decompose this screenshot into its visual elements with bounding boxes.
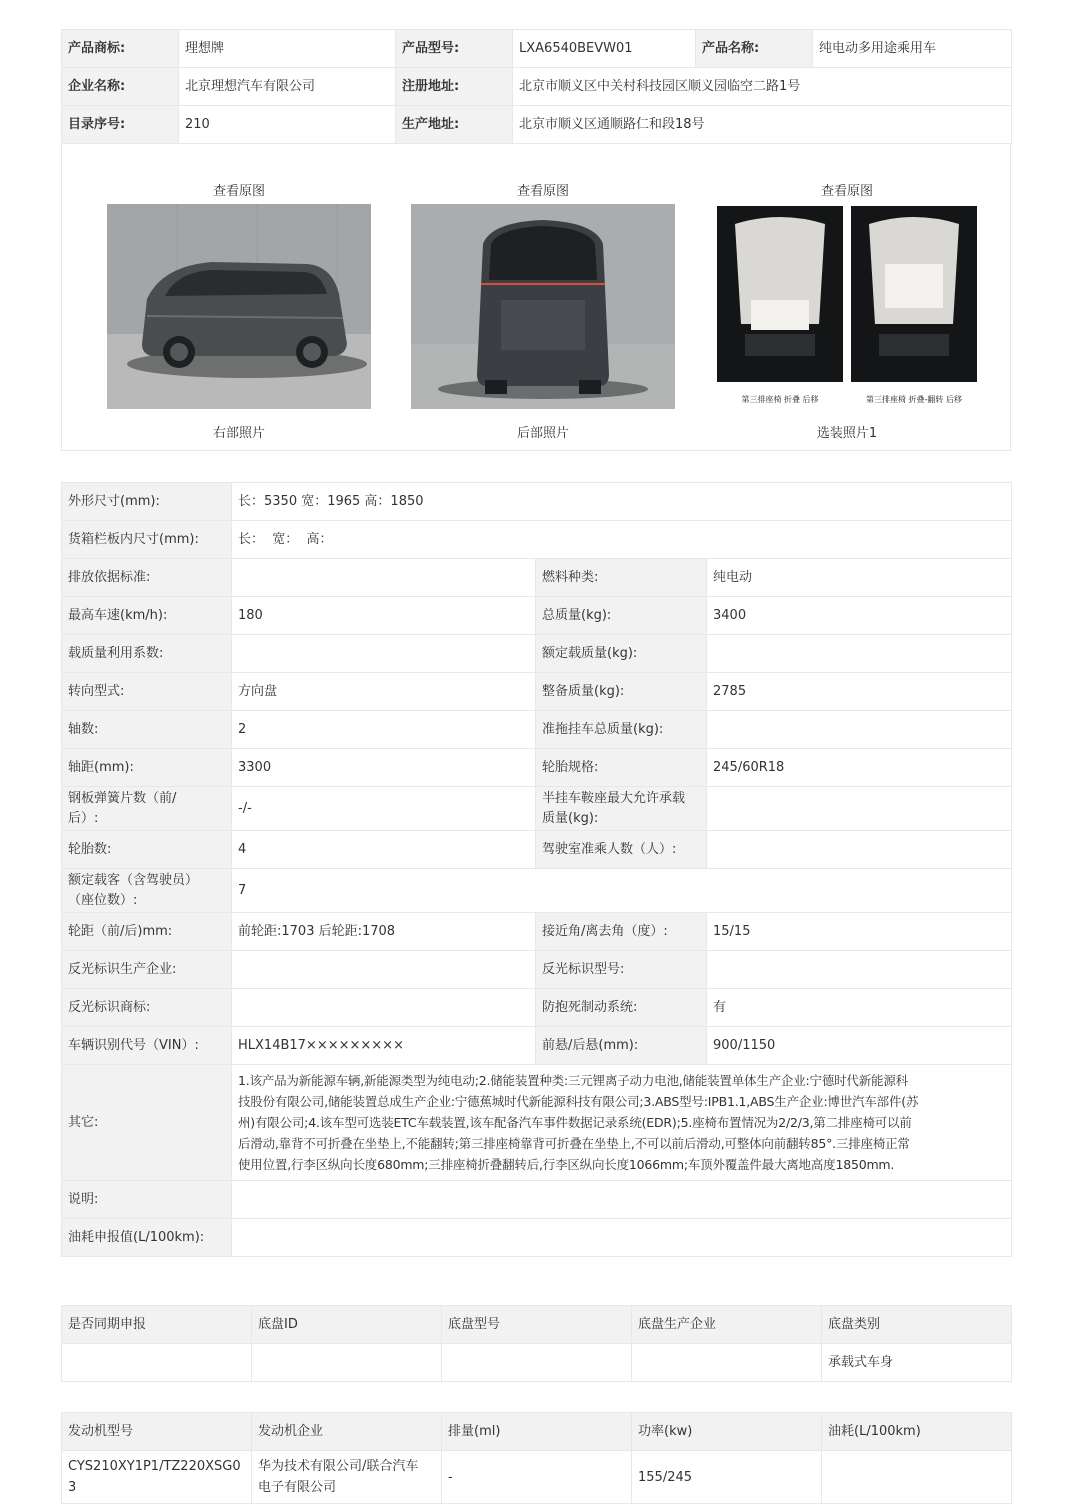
engine-model-line-2: 3: [68, 1480, 77, 1495]
total-mass-label: 总质量(kg):: [536, 597, 707, 635]
chassis-cell-type: 承载式车身: [822, 1344, 1012, 1382]
abs-value: 有: [707, 989, 1012, 1027]
wheelbase-value: 3300: [232, 749, 536, 787]
catalog-label: 目录序号:: [62, 106, 179, 144]
curb-label: 整备质量(kg):: [536, 673, 707, 711]
seats-value: 7: [232, 869, 1012, 913]
engine-cell-displacement: -: [442, 1451, 632, 1504]
engine-model-line-1: CYS210XY1P1/TZ220XSG0: [68, 1459, 241, 1474]
angle-value: 15/15: [707, 913, 1012, 951]
reg-addr-label: 注册地址:: [396, 68, 513, 106]
refl-maker-label: 反光标识生产企业:: [62, 951, 232, 989]
util-value: [232, 635, 536, 673]
chassis-header-same-period: 是否同期申报: [62, 1306, 252, 1344]
name-value: 纯电动多用途乘用车: [813, 30, 1012, 68]
curb-value: 2785: [707, 673, 1012, 711]
speed-value: 180: [232, 597, 536, 635]
vin-value: HLX14B17×××××××××: [232, 1027, 536, 1065]
catalog-value: 210: [179, 106, 396, 144]
engine-header-fuel: 油耗(L/100km): [822, 1413, 1012, 1451]
company-label: 企业名称:: [62, 68, 179, 106]
chassis-table: [61, 1305, 1012, 1382]
note-value: [232, 1181, 1012, 1219]
right-side-photo[interactable]: [107, 204, 371, 409]
prod-addr-label: 生产地址:: [396, 106, 513, 144]
rated-load-value: [707, 635, 1012, 673]
engine-cell-maker: [252, 1451, 442, 1504]
reg-addr-value: 北京市顺义区中关村科技园区顺义园临空二路1号: [513, 68, 1012, 106]
cargo-label: 货箱栏板内尺寸(mm):: [62, 521, 232, 559]
engine-maker-line-1: 华为技术有限公司/联合汽车: [258, 1459, 419, 1474]
rated-load-label: 额定载质量(kg):: [536, 635, 707, 673]
refl-brand-label: 反光标识商标:: [62, 989, 232, 1027]
total-mass-value: 3400: [707, 597, 1012, 635]
tire-spec-value: 245/60R18: [707, 749, 1012, 787]
brand-label: 产品商标:: [62, 30, 179, 68]
overhang-label: 前悬/后悬(mm):: [536, 1027, 707, 1065]
spring-label: [62, 787, 232, 831]
other-line: 使用位置,行李区纵向长度680mm;三排座椅折叠翻转后,行李区纵向长度1066mm;车顶外覆盖件最大离地高度1850mm.: [238, 1157, 895, 1172]
overhang-value: 900/1150: [707, 1027, 1012, 1065]
other-line: 1.该产品为新能源车辆,新能源类型为纯电动;2.储能装置种类:三元锂离子动力电池,储能装置单体生产企业:宁德时代新能源科: [238, 1073, 908, 1088]
engine-cell-power: 155/245: [632, 1451, 822, 1504]
cargo-value: 长： 宽： 高：: [232, 521, 1012, 559]
track-label: 轮距（前/后)mm:: [62, 913, 232, 951]
view-original-link[interactable]: 查看原图: [516, 184, 569, 199]
model-value: LXA6540BEVW01: [513, 30, 696, 68]
refl-model-value: [707, 951, 1012, 989]
engine-header-displacement: 排量(ml): [442, 1413, 632, 1451]
engine-maker-line-2: 电子有限公司: [258, 1480, 337, 1495]
chassis-header-maker: 底盘生产企业: [632, 1306, 822, 1344]
name-label: 产品名称:: [696, 30, 813, 68]
optional-sub-left: 第三排座椅 折叠 后移: [741, 395, 819, 404]
steering-label: 转向型式:: [62, 673, 232, 711]
photo-caption: 选装照片1: [816, 426, 878, 441]
consumption-value: [232, 1219, 1012, 1257]
wheelbase-label: 轴距(mm):: [62, 749, 232, 787]
other-line: 后滑动,靠背不可折叠在坐垫上,不能翻转;第三排座椅靠背可折叠在坐垫上,不可以前后滑动,可整体向前翻转85°.三排座椅正常: [238, 1136, 910, 1151]
chassis-header-model: 底盘型号: [442, 1306, 632, 1344]
engine-header-maker: 发动机企业: [252, 1413, 442, 1451]
cab-value: [707, 831, 1012, 869]
spring-label-line-2: 后）:: [68, 810, 99, 826]
util-label: 载质量利用系数:: [62, 635, 232, 673]
note-label: 说明:: [62, 1181, 232, 1219]
tires-label: 轮胎数:: [62, 831, 232, 869]
chassis-cell-id: [252, 1344, 442, 1382]
engine-table: [61, 1412, 1012, 1504]
optional-sub-right: 第三排座椅 折叠-翻转 后移: [866, 395, 962, 404]
engine-cell-model: [62, 1451, 252, 1504]
seats-label-line-1: 额定载客（含驾驶员）: [68, 872, 199, 888]
steering-value: 方向盘: [232, 673, 536, 711]
other-line: 州)有限公司;4.该车型可选装ETC车载装置,该车配备汽车事件数据记录系统(EDR);5.座椅布置情况为2/2/3,第二排座椅可以前: [238, 1115, 912, 1130]
spring-label-line-1: 钢板弹簧片数（前/: [68, 790, 177, 806]
vin-label: 车辆识别代号（VIN）:: [62, 1027, 232, 1065]
axles-label: 轴数:: [62, 711, 232, 749]
cab-label: 驾驶室准乘人数（人）:: [536, 831, 707, 869]
chassis-header-type: 底盘类别: [822, 1306, 1012, 1344]
view-original-link[interactable]: 查看原图: [820, 184, 873, 199]
product-info-table: [61, 29, 1012, 144]
other-line: 技股份有限公司,储能装置总成生产企业:宁德蕉城时代新能源科技有限公司;3.ABS型号:IPB1.1,ABS生产企业:博世汽车部件(苏: [238, 1094, 919, 1109]
saddle-label-line-1: 半挂车鞍座最大允许承载: [542, 790, 686, 806]
dims-label: 外形尺寸(mm):: [62, 483, 232, 521]
rear-photo[interactable]: [411, 204, 675, 409]
seats-label-line-2: （座位数）:: [68, 892, 138, 908]
other-value: [232, 1065, 1012, 1181]
chassis-header-id: 底盘ID: [252, 1306, 442, 1344]
company-value: 北京理想汽车有限公司: [179, 68, 396, 106]
engine-header-model: 发动机型号: [62, 1413, 252, 1451]
abs-label: 防抱死制动系统:: [536, 989, 707, 1027]
photo-caption: 右部照片: [212, 426, 265, 441]
saddle-label: [536, 787, 707, 831]
prod-addr-value: 北京市顺义区通顺路仁和段18号: [513, 106, 1012, 144]
spring-value: -/-: [232, 787, 536, 831]
seats-label: [62, 869, 232, 913]
fuel-label: 燃料种类:: [536, 559, 707, 597]
emission-value: [232, 559, 536, 597]
consumption-label: 油耗申报值(L/100km):: [62, 1219, 232, 1257]
tires-value: 4: [232, 831, 536, 869]
angle-label: 接近角/离去角（度）:: [536, 913, 707, 951]
saddle-label-line-2: 质量(kg):: [542, 810, 599, 826]
dims-value: 长：5350 宽：1965 高：1850: [232, 483, 1012, 521]
chassis-cell-same-period: [62, 1344, 252, 1382]
brand-value: 理想牌: [179, 30, 396, 68]
track-value: 前轮距:1703 后轮距:1708: [232, 913, 536, 951]
engine-cell-fuel: [822, 1451, 1012, 1504]
spec-table: [61, 482, 1012, 1257]
refl-brand-value: [232, 989, 536, 1027]
fuel-value: 纯电动: [707, 559, 1012, 597]
trailer-label: 准拖挂车总质量(kg):: [536, 711, 707, 749]
view-original-link[interactable]: 查看原图: [212, 184, 265, 199]
speed-label: 最高车速(km/h):: [62, 597, 232, 635]
photo-caption: 后部照片: [516, 426, 569, 441]
photo-gallery: [61, 143, 1011, 451]
chassis-cell-maker: [632, 1344, 822, 1382]
trailer-value: [707, 711, 1012, 749]
axles-value: 2: [232, 711, 536, 749]
model-label: 产品型号:: [396, 30, 513, 68]
emission-label: 排放依据标准:: [62, 559, 232, 597]
other-label: 其它:: [62, 1065, 232, 1181]
engine-header-power: 功率(kw): [632, 1413, 822, 1451]
refl-model-label: 反光标识型号:: [536, 951, 707, 989]
refl-maker-value: [232, 951, 536, 989]
chassis-cell-model: [442, 1344, 632, 1382]
optional-photo[interactable]: [715, 204, 979, 409]
saddle-value: [707, 787, 1012, 831]
tire-spec-label: 轮胎规格:: [536, 749, 707, 787]
